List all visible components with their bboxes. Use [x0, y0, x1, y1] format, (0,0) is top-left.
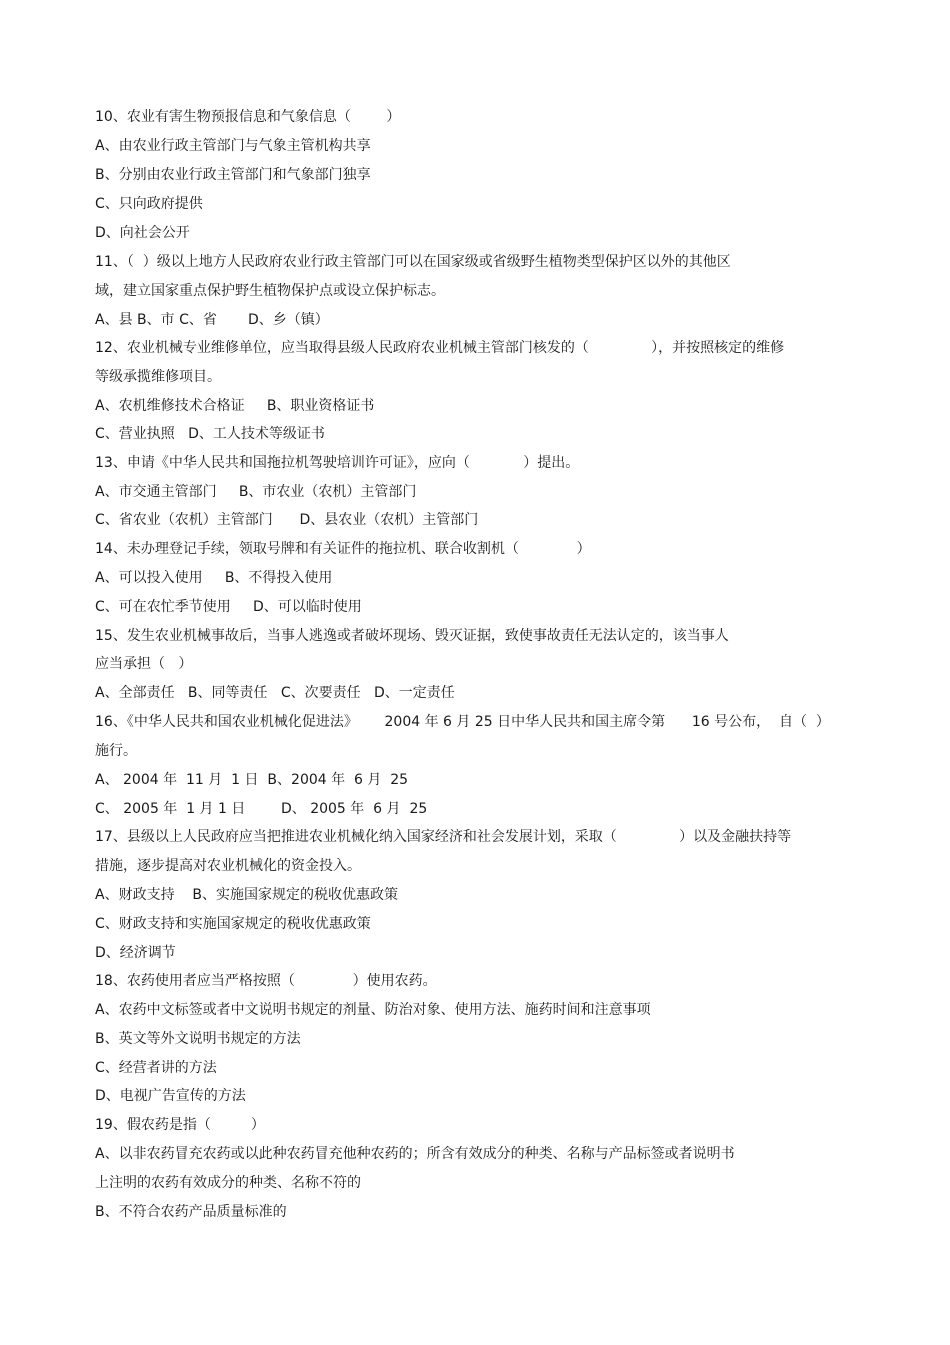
question-14: 14、未办理登记手续，领取号牌和有关证件的拖拉机、联合收割机（ ）	[95, 541, 591, 557]
question-18-option-d: D、电视广告宣传的方法	[95, 1088, 246, 1104]
question-15-continued: 应当承担（ ）	[95, 656, 193, 672]
question-17-options-ab: A、财政支持 B、实施国家规定的税收优惠政策	[95, 887, 398, 903]
question-19-option-b: B、不符合农药产品质量标准的	[95, 1204, 287, 1220]
question-11-options: A、县 B、市 C、省 D、乡（镇）	[95, 312, 329, 328]
question-11: 11、（ ）级以上地方人民政府农业行政主管部门可以在国家级或省级野生植物类型保护区以外的其他区	[95, 254, 731, 270]
question-10-option-c: C、只向政府提供	[95, 196, 203, 212]
question-12-options-cd: C、营业执照 D、工人技术等级证书	[95, 426, 325, 442]
question-10-option-a: A、由农业行政主管部门与气象主管机构共享	[95, 138, 371, 154]
question-16-options-cd: C、 2005 年 1 月 1 日 D、 2005 年 6 月 25	[95, 801, 428, 817]
question-18-option-c: C、经营者讲的方法	[95, 1060, 217, 1076]
question-12: 12、农业机械专业维修单位，应当取得县级人民政府农业机械主管部门核发的（ ），并按照核定的维修	[95, 340, 785, 356]
question-19-option-a-continued: 上注明的农药有效成分的种类、名称不符的	[95, 1175, 361, 1191]
question-17-option-d: D、经济调节	[95, 945, 176, 961]
question-15-options: A、全部责任 B、同等责任 C、次要责任 D、一定责任	[95, 685, 455, 701]
question-18-option-a: A、农药中文标签或者中文说明书规定的剂量、防治对象、使用方法、施药时间和注意事项	[95, 1002, 651, 1018]
question-10-option-d: D、向社会公开	[95, 225, 190, 241]
question-17: 17、县级以上人民政府应当把推进农业机械化纳入国家经济和社会发展计划，采取（ ）以及金融扶持等	[95, 829, 792, 845]
question-18: 18、农药使用者应当严格按照（ ）使用农药。	[95, 973, 437, 989]
question-16: 16、《中华人民共和国农业机械化促进法》 2004 年 6 月 25 日中华人民共和国主席令第 16 号公布， 自（ ）	[95, 714, 830, 730]
question-10-option-b: B、分别由农业行政主管部门和气象部门独享	[95, 167, 371, 183]
question-13: 13、申请《中华人民共和国拖拉机驾驶培训许可证》，应向（ ）提出。	[95, 455, 580, 471]
question-14-options-ab: A、可以投入使用 B、不得投入使用	[95, 570, 333, 586]
question-12-continued: 等级承揽维修项目。	[95, 369, 221, 385]
question-14-options-cd: C、可在农忙季节使用 D、可以临时使用	[95, 599, 362, 615]
question-10: 10、农业有害生物预报信息和气象信息（ ）	[95, 109, 401, 125]
question-12-options-ab: A、农机维修技术合格证 B、职业资格证书	[95, 398, 375, 414]
question-11-continued: 域，建立国家重点保护野生植物保护点或设立保护标志。	[95, 283, 445, 299]
question-17-continued: 措施，逐步提高对农业机械化的资金投入。	[95, 858, 361, 874]
question-15: 15、发生农业机械事故后，当事人逃逸或者破坏现场、毁灭证据，致使事故责任无法认定的，该当事人	[95, 628, 729, 644]
question-16-continued: 施行。	[95, 743, 137, 759]
question-19-option-a: A、以非农药冒充农药或以此种农药冒充他种农药的；所含有效成分的种类、名称与产品标签或者说明书	[95, 1146, 735, 1162]
question-13-options-ab: A、市交通主管部门 B、市农业（农机）主管部门	[95, 484, 417, 500]
question-19: 19、假农药是指（ ）	[95, 1117, 265, 1133]
question-18-option-b: B、英文等外文说明书规定的方法	[95, 1031, 301, 1047]
question-16-options-ab: A、 2004 年 11 月 1 日 B、2004 年 6 月 25	[95, 772, 409, 788]
question-13-options-cd: C、省农业（农机）主管部门 D、县农业（农机）主管部门	[95, 512, 479, 528]
question-17-option-c: C、财政支持和实施国家规定的税收优惠政策	[95, 916, 371, 932]
